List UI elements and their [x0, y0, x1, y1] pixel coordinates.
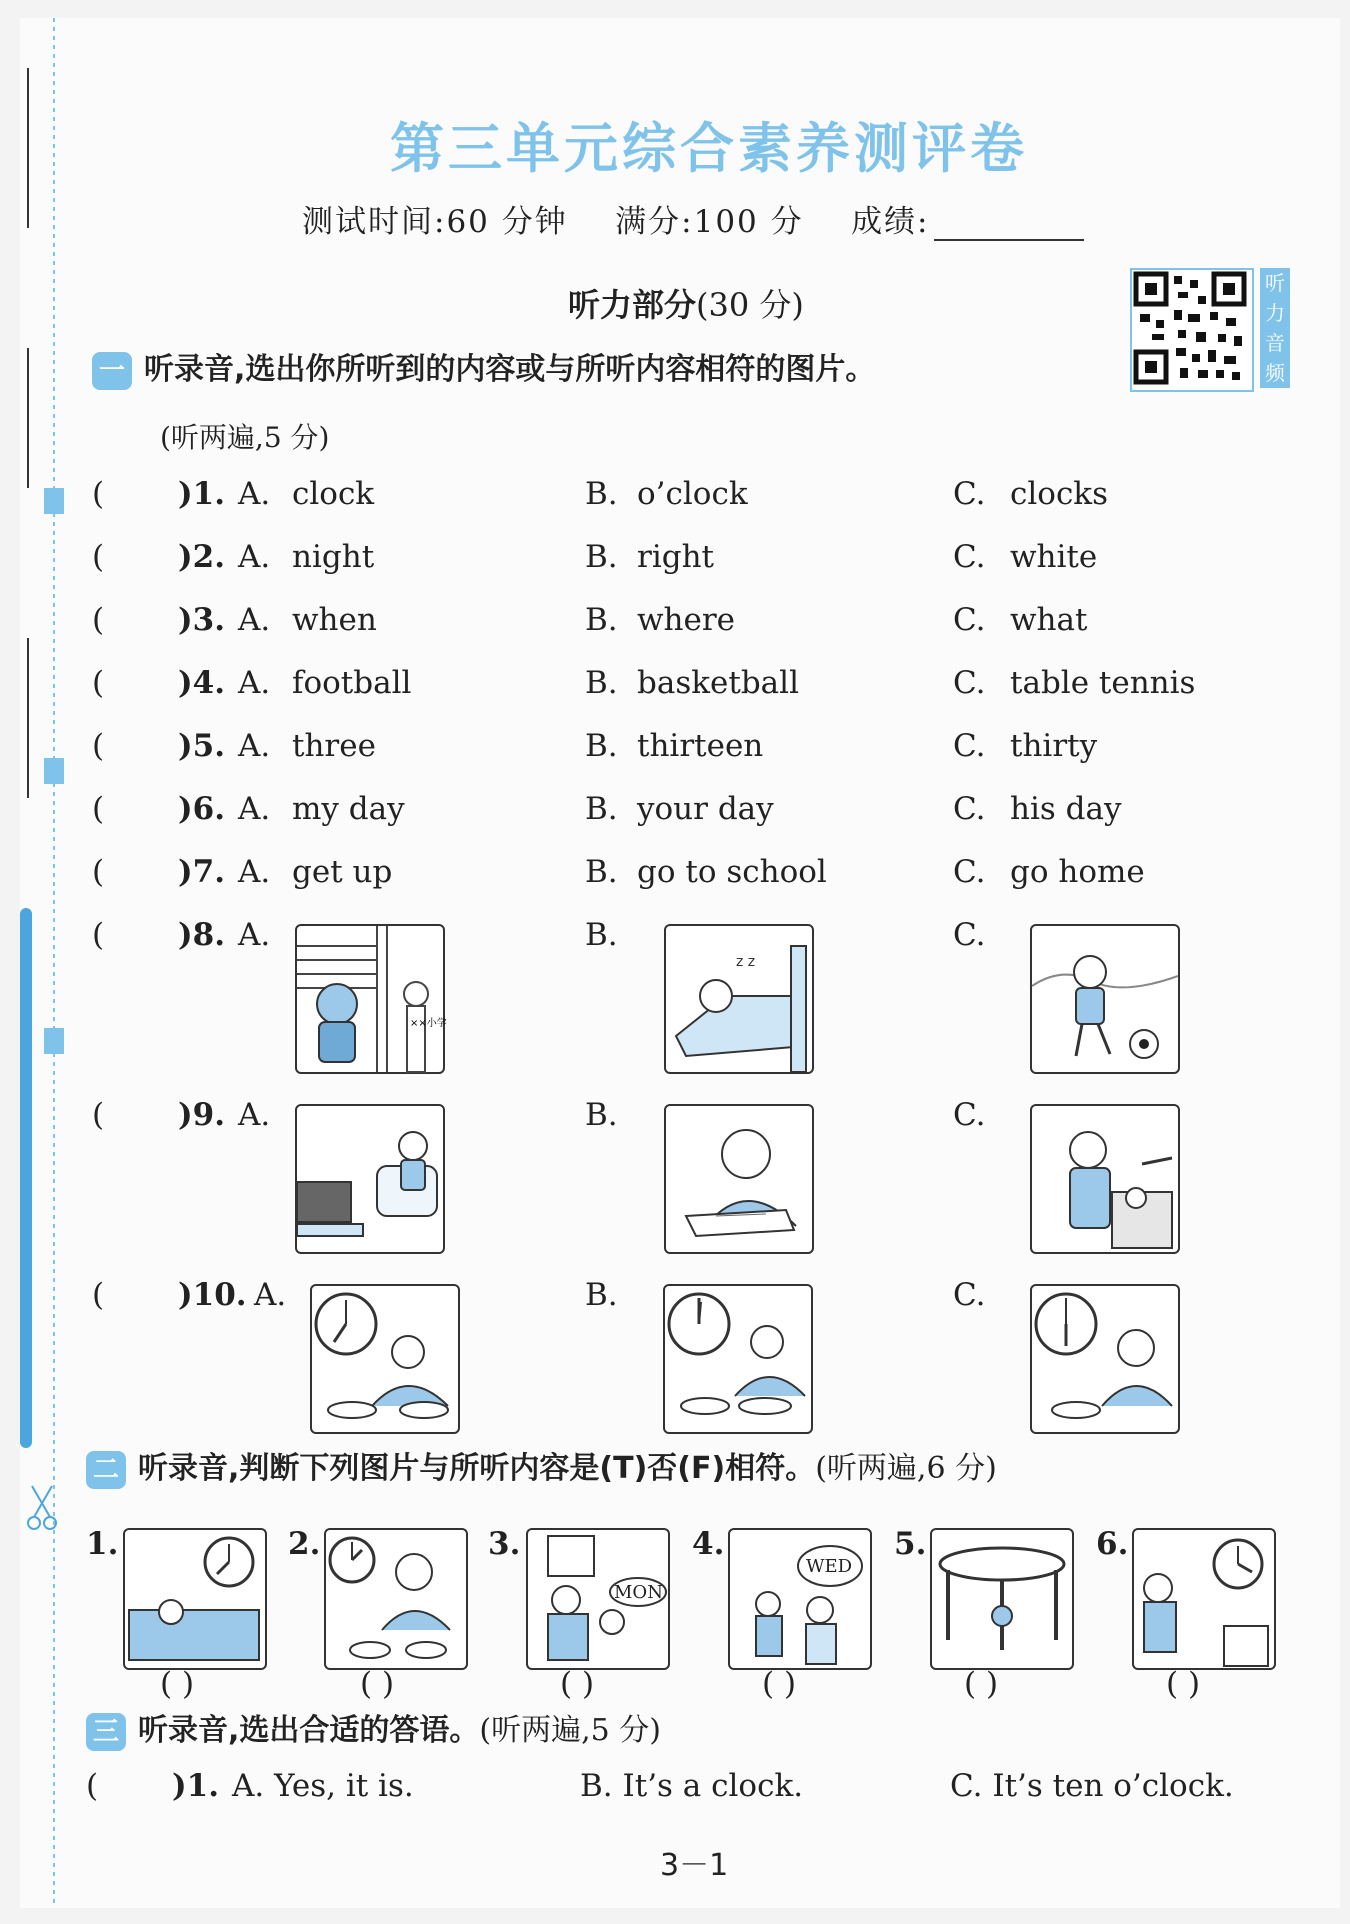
option-letter: B.	[585, 1097, 618, 1133]
grade-blank[interactable]	[934, 211, 1084, 241]
option-b: right	[637, 539, 715, 575]
option-b: where	[637, 602, 736, 638]
option-a: my day	[292, 791, 405, 827]
child-under-table-picture[interactable]	[930, 1528, 1074, 1670]
answer-paren[interactable]: (	[92, 476, 105, 512]
boy-writing-picture[interactable]	[664, 1104, 814, 1254]
option-letter: C.	[953, 791, 986, 827]
section2-subtitle: (听两遍,6 分)	[815, 1451, 997, 1486]
question-number: )1.	[178, 476, 226, 512]
answer-paren[interactable]: (	[92, 854, 105, 890]
option-c: what	[1010, 602, 1088, 638]
option-letter: B.	[585, 917, 618, 953]
item-number: 6.	[1096, 1526, 1129, 1562]
option-letter: A.	[238, 665, 271, 701]
option-letter: B.	[585, 854, 618, 890]
option-letter: B.	[585, 728, 618, 764]
option-letter: C.	[953, 917, 986, 953]
page-title: 第三单元综合素养测评卷	[390, 117, 1028, 180]
question-number: )2.	[178, 539, 226, 575]
tf-answer-blank[interactable]: ( )	[160, 1666, 195, 1702]
question-row	[20, 728, 1340, 776]
page-number: 3－1	[660, 1848, 729, 1883]
boy-going-to-school-picture[interactable]	[1132, 1528, 1276, 1670]
tf-answer-blank[interactable]: ( )	[964, 1666, 999, 1702]
option-letter: C.	[953, 1097, 986, 1133]
wednesday-bubble-text: WED	[806, 1556, 853, 1577]
listening-part-heading	[568, 280, 804, 326]
option-c: thirty	[1010, 728, 1098, 764]
option-c: go home	[1010, 854, 1145, 890]
family-monday-picture[interactable]	[526, 1528, 670, 1670]
question-number: )3.	[178, 602, 226, 638]
option-a: get up	[292, 854, 393, 890]
section1-heading	[92, 344, 875, 390]
option-c: clocks	[1010, 476, 1108, 512]
option-letter: C.	[953, 476, 986, 512]
question-number: )5.	[178, 728, 226, 764]
listening-part-title: 听力部分	[568, 286, 697, 324]
boy-eating-six-oclock-picture[interactable]	[1030, 1284, 1180, 1434]
option-letter: A.	[238, 1097, 271, 1133]
answer-paren[interactable]: (	[92, 1097, 105, 1133]
question-number: )4.	[178, 665, 226, 701]
option-c: his day	[1010, 791, 1122, 827]
option-letter: C.	[953, 728, 986, 764]
section3-subtitle: (听两遍,5 分)	[479, 1713, 661, 1748]
option-b: B. It’s a clock.	[580, 1768, 804, 1804]
answer-paren[interactable]: (	[92, 1277, 105, 1313]
answer-paren[interactable]: (	[92, 539, 105, 575]
item-number: 3.	[488, 1526, 521, 1562]
answer-paren[interactable]: (	[86, 1768, 99, 1804]
question-row	[20, 476, 1340, 524]
option-letter: A.	[238, 602, 271, 638]
question-row	[20, 791, 1340, 839]
school-gate-picture[interactable]	[295, 924, 445, 1074]
option-letter: A.	[238, 476, 271, 512]
section3-title: 听录音,选出合适的答语。	[138, 1713, 480, 1748]
qr-audio-label: 听力音频	[1260, 268, 1290, 388]
boy-eating-twelve-oclock-picture[interactable]	[663, 1284, 813, 1434]
option-letter: B.	[585, 476, 618, 512]
option-letter: B.	[585, 539, 618, 575]
school-sign-text: ××小学	[410, 1018, 447, 1029]
baby-sleeping-clock-picture[interactable]	[123, 1528, 267, 1670]
item-number: 4.	[692, 1526, 725, 1562]
answer-paren[interactable]: (	[92, 791, 105, 827]
question-row	[20, 854, 1340, 902]
option-letter: C.	[953, 854, 986, 890]
section1-badge: 一	[92, 352, 132, 390]
section2-title: 听录音,判断下列图片与所听内容是(T)否(F)相符。	[138, 1451, 816, 1486]
option-a: football	[292, 665, 412, 701]
tf-answer-blank[interactable]: ( )	[1166, 1666, 1201, 1702]
svg-text:z z: z z	[736, 954, 756, 970]
option-a: when	[292, 602, 377, 638]
monday-bubble-text: MON	[614, 1582, 663, 1603]
section3-heading	[86, 1705, 661, 1751]
question-number: )6.	[178, 791, 226, 827]
question-row	[20, 1768, 1340, 1816]
option-letter: A.	[238, 539, 271, 575]
option-letter: B.	[585, 665, 618, 701]
listening-part-points: (30 分)	[696, 286, 804, 324]
boy-playing-football-picture[interactable]	[1030, 924, 1180, 1074]
option-c: white	[1010, 539, 1098, 575]
tf-answer-blank[interactable]: ( )	[560, 1666, 595, 1702]
question-row	[20, 539, 1340, 587]
option-letter: B.	[585, 602, 618, 638]
option-letter: A.	[238, 917, 271, 953]
option-a: night	[292, 539, 375, 575]
question-number: )8.	[178, 917, 226, 953]
boy-eating-seven-oclock-picture[interactable]	[310, 1284, 460, 1434]
tf-answer-blank[interactable]: ( )	[360, 1666, 395, 1702]
grade-label: 成绩:	[851, 204, 930, 240]
worksheet-page	[20, 18, 1340, 1908]
option-b: o’clock	[637, 476, 748, 512]
question-number: )7.	[178, 854, 226, 890]
boy-sleeping-picture[interactable]	[664, 924, 814, 1074]
option-c: table tennis	[1010, 665, 1196, 701]
section1-subtitle: (听两遍,5 分)	[160, 421, 330, 454]
option-b: your day	[637, 791, 774, 827]
boy-watching-tv-picture[interactable]	[295, 1104, 445, 1254]
question-number: )1.	[172, 1768, 220, 1804]
option-letter: C.	[953, 665, 986, 701]
option-a: three	[292, 728, 376, 764]
option-letter: B.	[585, 1277, 618, 1313]
option-letter: A.	[238, 728, 271, 764]
question-number: )9.	[178, 1097, 226, 1133]
answer-paren[interactable]: (	[92, 602, 105, 638]
item-number: 1.	[86, 1526, 119, 1562]
exam-meta	[302, 196, 1084, 241]
item-number: 5.	[894, 1526, 927, 1562]
option-a: A. Yes, it is.	[232, 1768, 414, 1804]
option-letter: A.	[254, 1277, 287, 1313]
option-letter: C.	[953, 1277, 986, 1313]
section2-badge: 二	[86, 1451, 126, 1489]
item-number: 2.	[288, 1526, 321, 1562]
time-label: 测试时间:60 分钟	[302, 204, 568, 240]
answer-paren[interactable]: (	[92, 665, 105, 701]
option-b: thirteen	[637, 728, 764, 764]
option-letter: A.	[238, 854, 271, 890]
answer-paren[interactable]: (	[92, 917, 105, 953]
option-a: clock	[292, 476, 375, 512]
section2-heading	[86, 1443, 997, 1489]
section3-badge: 三	[86, 1713, 126, 1751]
question-row	[20, 602, 1340, 650]
tf-answer-blank[interactable]: ( )	[762, 1666, 797, 1702]
option-b: basketball	[637, 665, 799, 701]
boy-washing-dishes-picture[interactable]	[1030, 1104, 1180, 1254]
qr-code-icon[interactable]	[1130, 268, 1254, 392]
option-letter: C.	[953, 539, 986, 575]
option-letter: B.	[585, 791, 618, 827]
option-c: C. It’s ten o’clock.	[950, 1768, 1234, 1804]
question-row	[20, 665, 1340, 713]
option-letter: A.	[238, 791, 271, 827]
answer-paren[interactable]: (	[92, 728, 105, 764]
section1-title: 听录音,选出你所听到的内容或与所听内容相符的图片。	[144, 352, 876, 387]
full-score-label: 满分:100 分	[615, 204, 804, 240]
option-letter: C.	[953, 602, 986, 638]
option-b: go to school	[637, 854, 827, 890]
question-number: )10.	[178, 1277, 247, 1313]
girl-eating-clock-picture[interactable]	[324, 1528, 468, 1670]
wednesday-talk-picture[interactable]	[728, 1528, 872, 1670]
